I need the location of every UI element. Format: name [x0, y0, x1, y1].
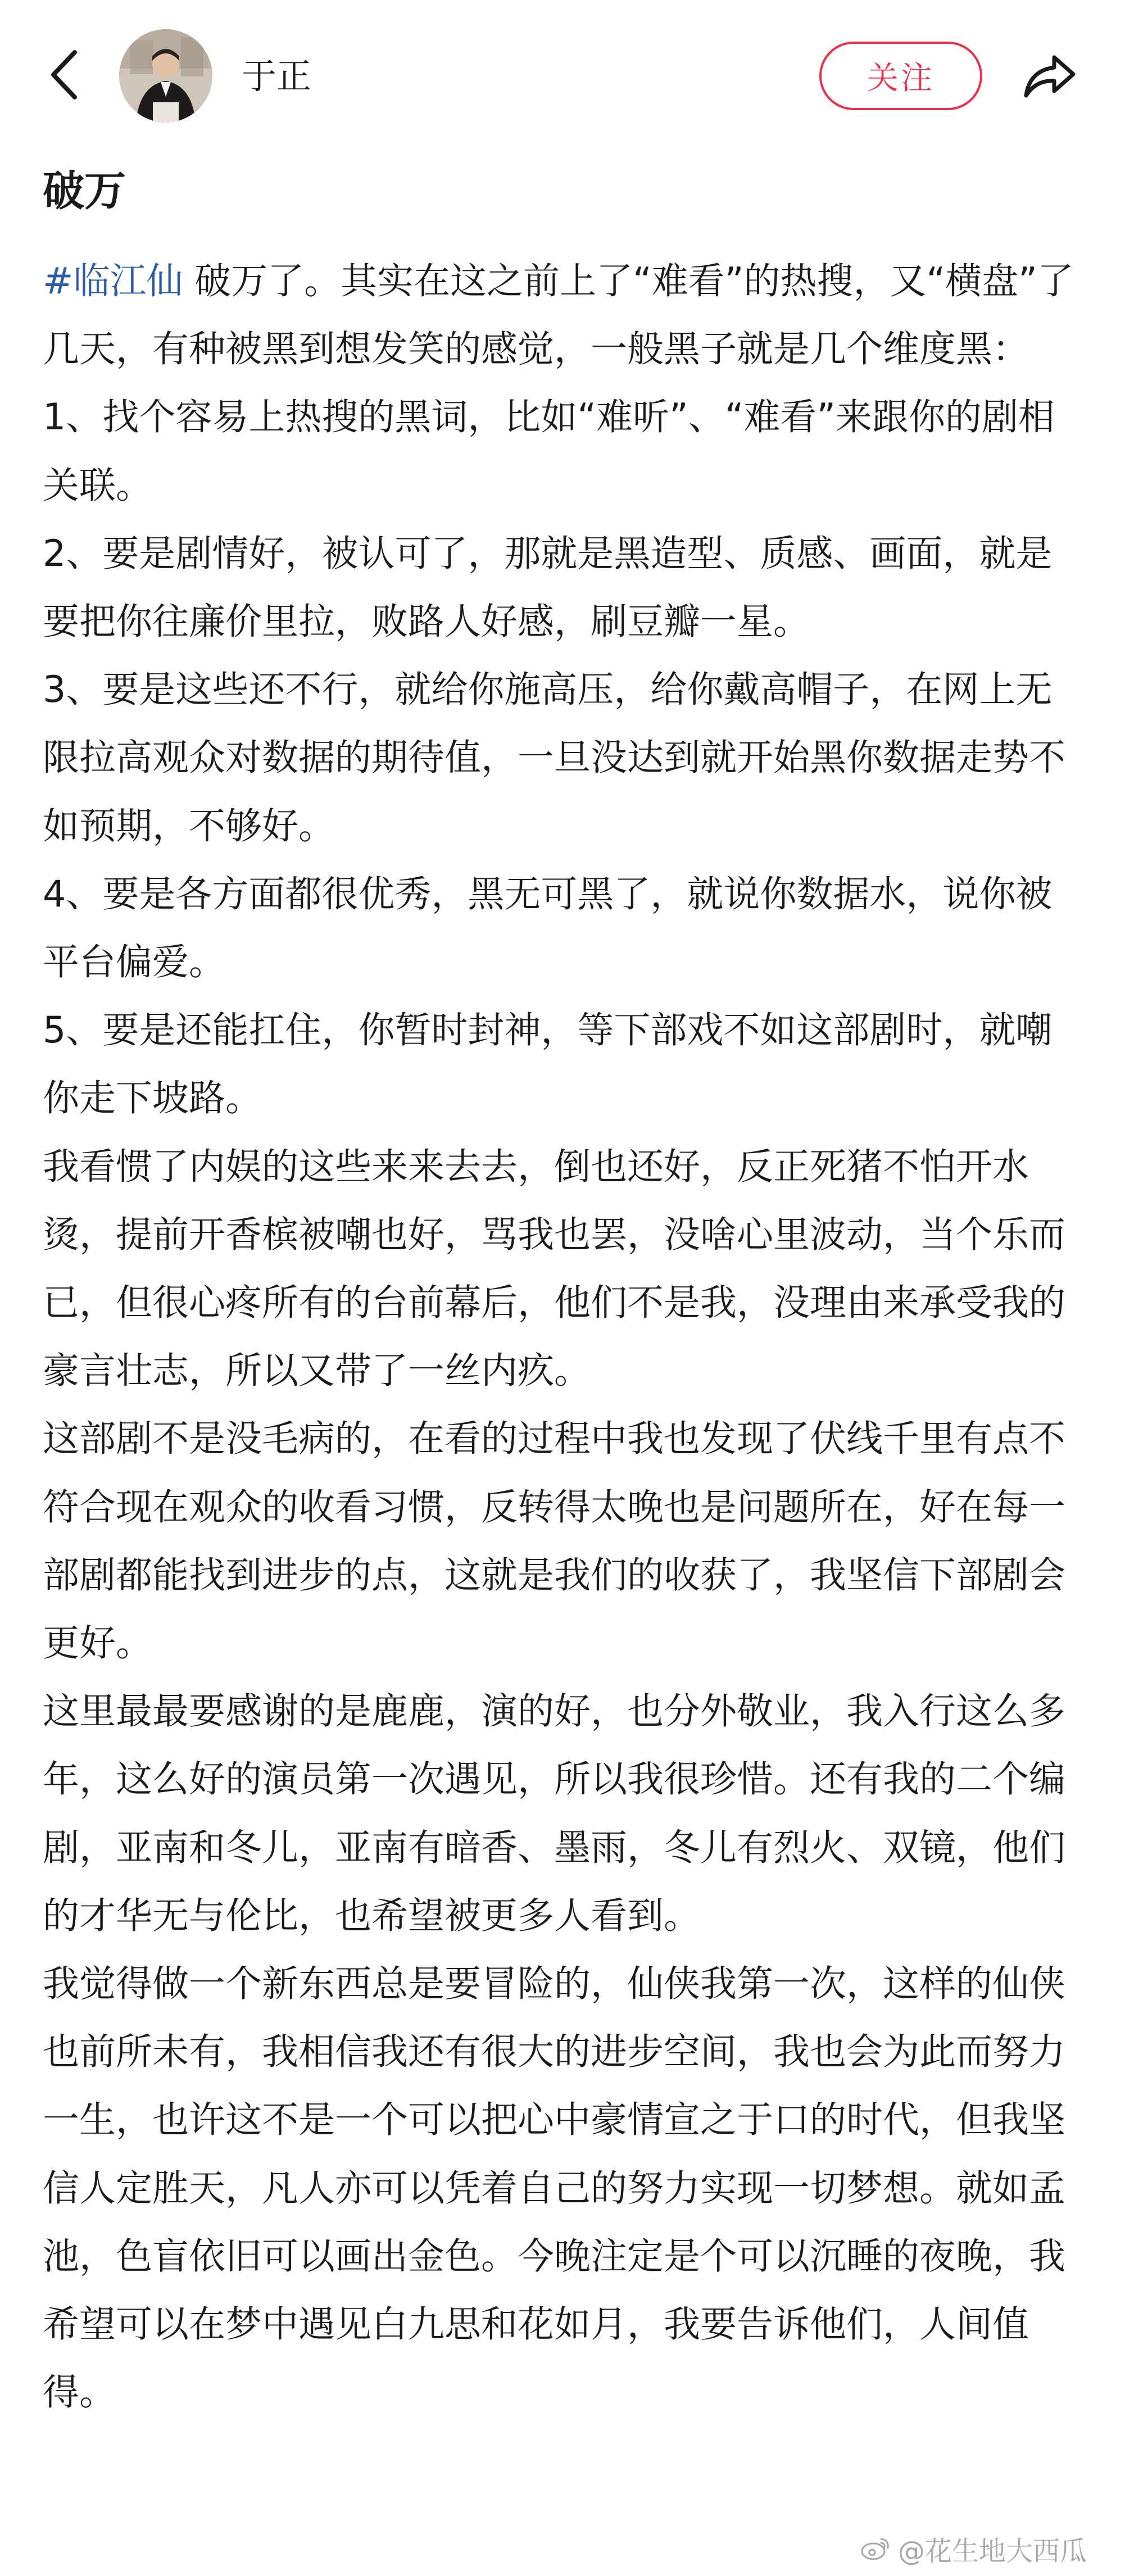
paragraph: 4、要是各方面都很优秀，黑无可黑了，就说你数据水，说你被平台偏爱。	[43, 873, 1053, 984]
chevron-left-icon	[48, 47, 81, 105]
paragraph: 1、找个容易上热搜的黑词，比如“难听”、“难看”来跟你的剧相关联。	[43, 396, 1055, 507]
avatar[interactable]	[119, 29, 212, 123]
paragraph: 我看惯了内娱的这些来来去去，倒也还好，反正死猪不怕开水烫，提前开香槟被嘲也好，骂我也罢，没啥心里波动，当个乐而已，但很心疼所有的台前幕后，他们不是我，没理由来承受我的豪言壮志，所以又带了一丝内疚。	[43, 1145, 1066, 1393]
paragraph-text: 破万了。其实在这之前上了“难看”的热搜，又“横盘”了几天，有种被黑到想发笑的感觉，一般黑子就是几个维度黑：	[43, 260, 1074, 371]
article-body	[43, 247, 1082, 2427]
paragraph	[43, 247, 1082, 383]
paragraph: 3、要是这些还不行，就给你施高压，给你戴高帽子，在网上无限拉高观众对数据的期待值，一旦没达到就开始黑你数据走势不如预期，不够好。	[43, 669, 1066, 847]
paragraph: 2、要是剧情好，被认可了，那就是黑造型、质感、画面，就是要把你往廉价里拉，败路人好感，刷豆瓣一星。	[43, 532, 1053, 643]
paragraph: 我觉得做一个新东西总是要冒险的，仙侠我第一次，这样的仙侠也前所未有，我相信我还有很大的进步空间，我也会为此而努力一生，也许这不是一个可以把心中豪情宣之于口的时代，但我坚信人定胜天，凡人亦可以凭着自己的努力实现一切梦想。就如孟池，色盲依旧可以画出金色。今晚注定是个可以沉睡的夜晚，我希望可以在梦中遇见白九思和花如月，我要告诉他们，人间值得。	[43, 1963, 1066, 2414]
follow-button[interactable]: 关注	[819, 42, 982, 110]
back-button[interactable]	[39, 42, 90, 110]
top-bar	[0, 0, 1125, 152]
share-button[interactable]	[1016, 46, 1083, 108]
watermark-text: @花生地大西瓜	[898, 2535, 1087, 2567]
hashtag-link[interactable]: #临江仙	[43, 260, 183, 302]
paragraph: 这里最最要感谢的是鹿鹿，演的好，也分外敬业，我入行这么多年，这么好的演员第一次遇见，所以我很珍惜。还有我的二个编剧，亚南和冬儿，亚南有暗香、墨雨，冬儿有烈火、双镜，他们的才华无与伦比，也希望被更多人看到。	[43, 1690, 1066, 1937]
username[interactable]: 于正	[242, 56, 312, 97]
weibo-logo-icon	[860, 2536, 891, 2561]
paragraph: 5、要是还能扛住，你暂时封神，等下部戏不如这部剧时，就嘲你走下坡路。	[43, 1009, 1053, 1120]
paragraph: 这部剧不是没毛病的，在看的过程中我也发现了伏线千里有点不符合现在观众的收看习惯，反转得太晚也是问题所在，好在每一部剧都能找到进步的点，这就是我们的收获了，我坚信下部剧会更好。	[43, 1418, 1066, 1665]
watermark	[860, 2529, 1087, 2568]
article-title: 破万	[43, 167, 126, 215]
share-arrow-icon	[1022, 51, 1078, 103]
